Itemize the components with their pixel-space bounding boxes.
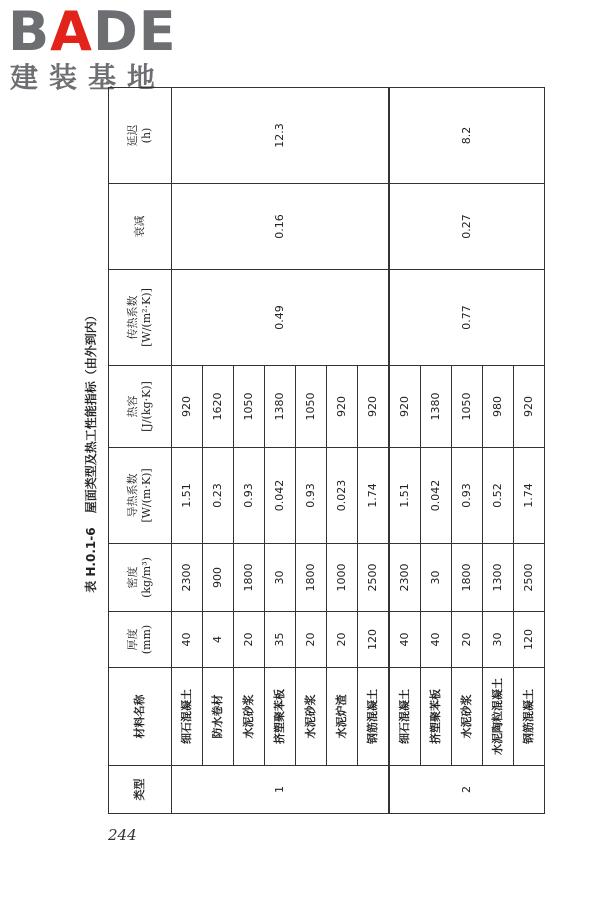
- conductivity-cell: 0.023: [327, 448, 358, 544]
- density-cell: 2300: [389, 544, 421, 612]
- thickness-cell: 120: [514, 612, 545, 668]
- heat-capacity-cell: 1380: [265, 366, 296, 448]
- delay-cell: 12.3: [172, 88, 390, 184]
- type-cell: 1: [172, 766, 390, 814]
- density-cell: 30: [265, 544, 296, 612]
- type-cell: 2: [389, 766, 545, 814]
- material-cell: 细石混凝土: [389, 668, 421, 766]
- conductivity-cell: 1.51: [172, 448, 203, 544]
- thickness-cell: 35: [265, 612, 296, 668]
- material-cell: 水泥砂浆: [234, 668, 265, 766]
- caption-title: 屋面类型及热工性能指标（由外到内）: [84, 309, 98, 514]
- header-attenuation: 衰减: [109, 184, 172, 270]
- header-thickness: 厚度 (mm): [109, 612, 172, 668]
- caption-id: 表 H.0.1-6: [84, 527, 98, 593]
- material-cell: 水泥砂浆: [296, 668, 327, 766]
- heat-capacity-cell: 1380: [421, 366, 452, 448]
- material-cell: 防水卷材: [203, 668, 234, 766]
- header-heat-transfer: 传热系数 [W/(m²·K)]: [109, 270, 172, 366]
- thickness-cell: 30: [483, 612, 514, 668]
- conductivity-cell: 0.93: [296, 448, 327, 544]
- table-row: [389, 88, 421, 814]
- table-region: [84, 88, 535, 814]
- material-cell: 水泥陶粒混凝土: [483, 668, 514, 766]
- thermal-performance-table: [108, 87, 545, 814]
- density-cell: 30: [421, 544, 452, 612]
- attenuation-cell: 0.16: [172, 184, 390, 270]
- heat-transfer-cell: 0.49: [172, 270, 390, 366]
- material-cell: 水泥砂浆: [452, 668, 483, 766]
- heat-capacity-cell: 920: [514, 366, 545, 448]
- conductivity-cell: 0.93: [452, 448, 483, 544]
- heat-capacity-cell: 920: [172, 366, 203, 448]
- conductivity-cell: 0.042: [421, 448, 452, 544]
- page-number: 244: [108, 826, 137, 844]
- conductivity-cell: 0.52: [483, 448, 514, 544]
- table-row: [172, 88, 203, 814]
- rotated-table-frame: [84, 88, 535, 814]
- thickness-cell: 40: [172, 612, 203, 668]
- density-cell: 2300: [172, 544, 203, 612]
- heat-capacity-cell: 920: [358, 366, 390, 448]
- density-cell: 1800: [296, 544, 327, 612]
- conductivity-cell: 0.23: [203, 448, 234, 544]
- conductivity-cell: 1.74: [358, 448, 390, 544]
- heat-capacity-cell: 980: [483, 366, 514, 448]
- attenuation-cell: 0.27: [389, 184, 545, 270]
- delay-cell: 8.2: [389, 88, 545, 184]
- material-cell: 钢筋混凝土: [358, 668, 390, 766]
- heat-transfer-cell: 0.77: [389, 270, 545, 366]
- material-cell: 钢筋混凝土: [514, 668, 545, 766]
- brand-logo: [4, 2, 184, 94]
- thickness-cell: 120: [358, 612, 390, 668]
- density-cell: 1000: [327, 544, 358, 612]
- header-material: 材料名称: [109, 668, 172, 766]
- density-cell: 1800: [234, 544, 265, 612]
- header-delay: 延迟 (h): [109, 88, 172, 184]
- material-cell: 挤塑聚苯板: [265, 668, 296, 766]
- logo-wordmark: BADE: [8, 0, 177, 63]
- header-row: [109, 88, 172, 814]
- density-cell: 1800: [452, 544, 483, 612]
- logo-subtitle: 建装基地: [10, 61, 167, 94]
- header-density: 密度 (kg/m³): [109, 544, 172, 612]
- material-cell: 细石混凝土: [172, 668, 203, 766]
- conductivity-cell: 1.51: [389, 448, 421, 544]
- heat-capacity-cell: 1050: [452, 366, 483, 448]
- header-conductivity: 导热系数 [W/(m·K)]: [109, 448, 172, 544]
- heat-capacity-cell: 1620: [203, 366, 234, 448]
- heat-capacity-cell: 1050: [234, 366, 265, 448]
- conductivity-cell: 0.042: [265, 448, 296, 544]
- material-cell: 水泥炉渣: [327, 668, 358, 766]
- density-cell: 2500: [514, 544, 545, 612]
- thickness-cell: 40: [389, 612, 421, 668]
- thickness-cell: 20: [452, 612, 483, 668]
- thickness-cell: 4: [203, 612, 234, 668]
- heat-capacity-cell: 920: [327, 366, 358, 448]
- heat-capacity-cell: 1050: [296, 366, 327, 448]
- density-cell: 1300: [483, 544, 514, 612]
- conductivity-cell: 1.74: [514, 448, 545, 544]
- header-type: 类型: [109, 766, 172, 814]
- header-heat-capacity: 热容 [J/(kg·K)]: [109, 366, 172, 448]
- thickness-cell: 20: [327, 612, 358, 668]
- thickness-cell: 40: [421, 612, 452, 668]
- density-cell: 900: [203, 544, 234, 612]
- material-cell: 挤塑聚苯板: [421, 668, 452, 766]
- heat-capacity-cell: 920: [389, 366, 421, 448]
- conductivity-cell: 0.93: [234, 448, 265, 544]
- thickness-cell: 20: [296, 612, 327, 668]
- density-cell: 2500: [358, 544, 390, 612]
- table-caption: [82, 88, 104, 814]
- thickness-cell: 20: [234, 612, 265, 668]
